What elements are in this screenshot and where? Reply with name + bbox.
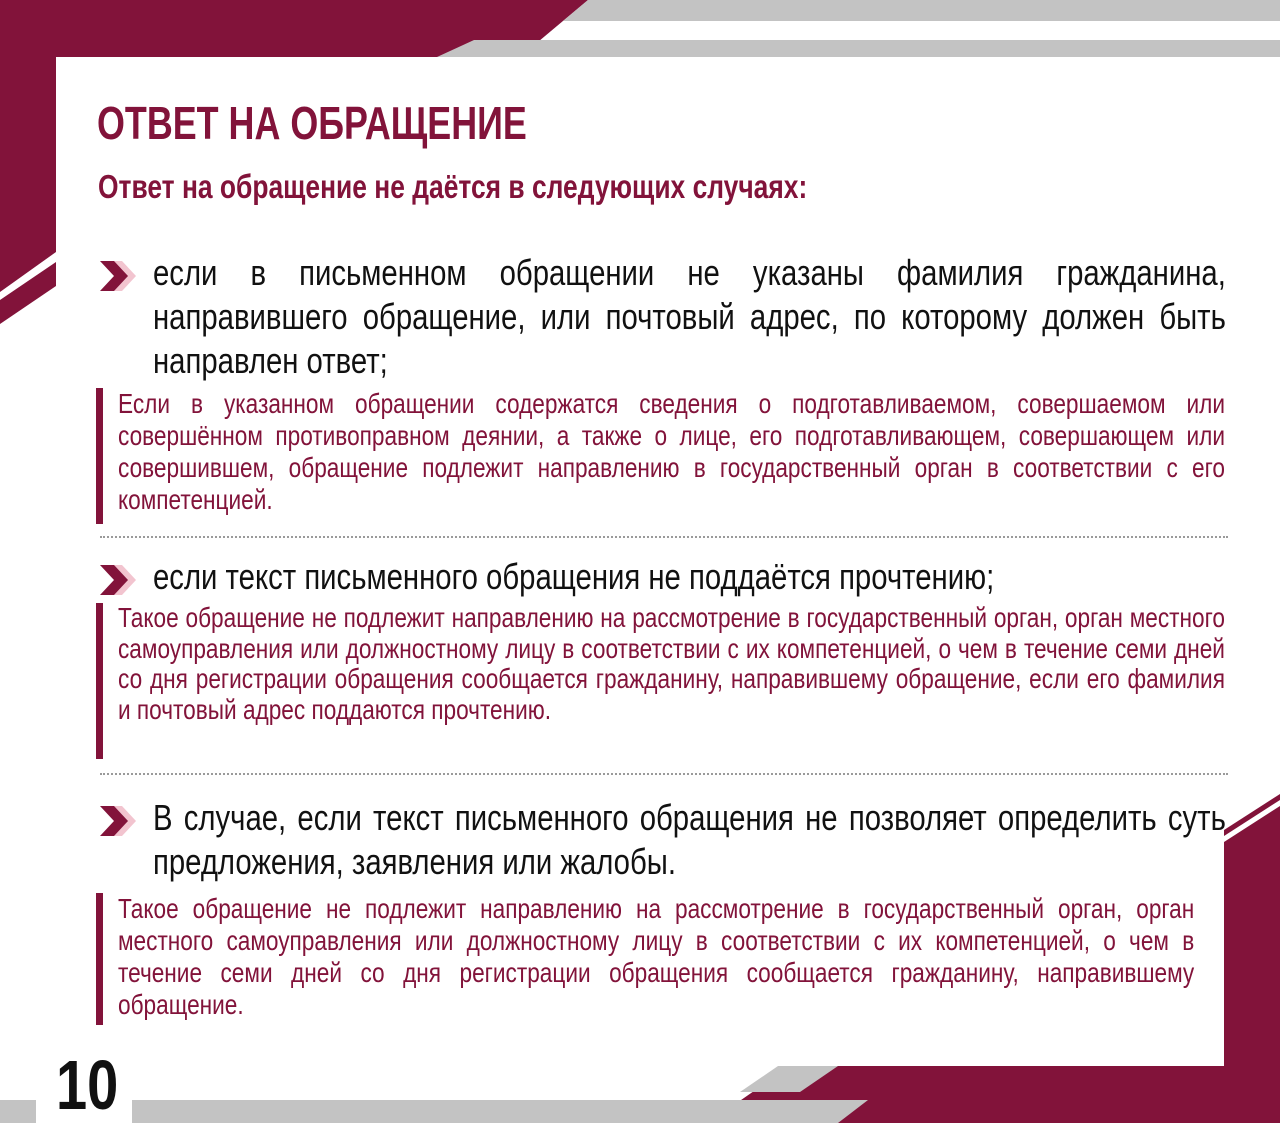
case-note bbox=[96, 388, 1226, 524]
page-title: ОТВЕТ НА ОБРАЩЕНИЕ bbox=[97, 97, 527, 149]
page-subtitle: Ответ на обращение не даётся в следующих случаях: bbox=[98, 168, 808, 205]
case-note bbox=[96, 603, 1226, 759]
note-accent-bar bbox=[96, 893, 103, 1025]
case-note-text: Такое обращение не подлежит направлению на рассмотрение в государственный орган, орган местного самоуправления или должностному лицу в соответствии с их компетенцией, о чем в течение семи дней со дня регистрации обращения сообщается гражданину, направившему обращение, если его фамилия и почтовый адрес поддаются прочтению. bbox=[118, 602, 1225, 725]
case-text: если текст письменного обращения не поддаётся прочтению; bbox=[153, 556, 995, 597]
chevron-right-icon bbox=[100, 565, 136, 595]
chevron-right-icon bbox=[100, 261, 136, 291]
case-text: если в письменном обращении не указаны фамилия гражданина, направившего обращение, или почтовый адрес, по которому должен быть направлен ответ; bbox=[153, 252, 1226, 381]
case-note-text: Такое обращение не подлежит направлению на рассмотрение в государственный орган, орган местного самоуправления или должностному лицу в соответствии с их компетенцией, о чем в течение семи дней со дня регистрации обращения сообщается гражданину, направившему обращение. bbox=[118, 893, 1195, 1020]
case-item bbox=[100, 251, 1226, 383]
note-accent-bar bbox=[96, 603, 103, 759]
case-item bbox=[100, 796, 1226, 884]
case-item bbox=[100, 555, 1226, 599]
dotted-divider bbox=[100, 773, 1228, 775]
note-accent-bar bbox=[96, 388, 103, 524]
case-note-text: Если в указанном обращении содержатся сведения о подготавливаемом, совершаемом или совершённом противоправном деянии, а также о лице, его подготавливающем, совершающем или совершившем, обращение подлежит направлению в государственный орган в соответствии с его компетенцией. bbox=[118, 388, 1225, 515]
case-note bbox=[96, 893, 1196, 1025]
case-text: В случае, если текст письменного обращения не позволяет определить суть предложения, заявления или жалобы. bbox=[153, 797, 1226, 882]
chevron-right-icon bbox=[100, 806, 136, 836]
page-number: 10 bbox=[56, 1046, 119, 1124]
dotted-divider bbox=[100, 536, 1228, 538]
